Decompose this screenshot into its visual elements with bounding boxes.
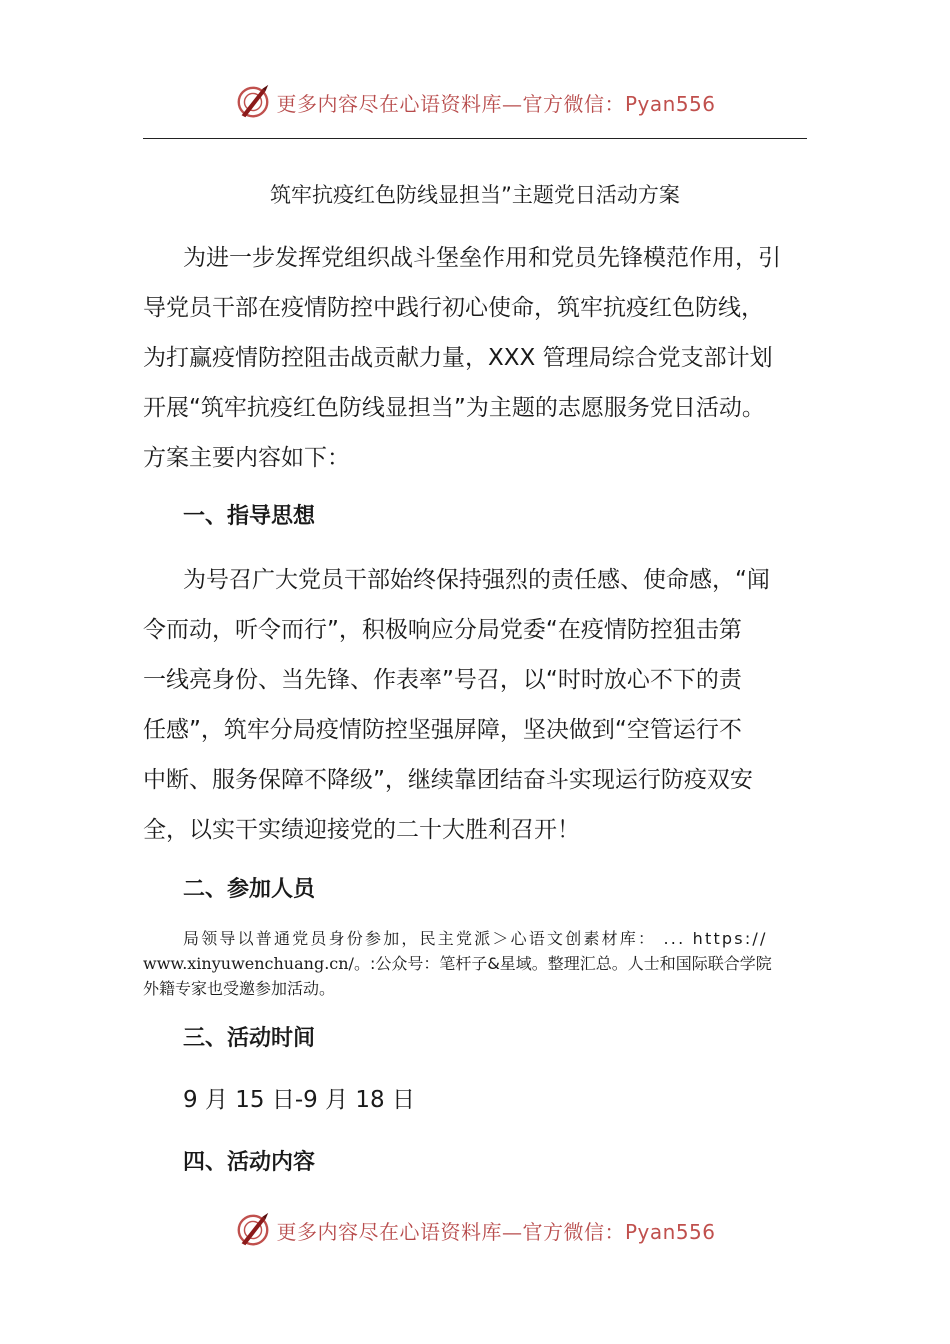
- participants-url: www.xinyuwenchuang.cn/: [143, 954, 354, 973]
- intro-line: 为打赢疫情防控阻击战贡献力量，XXX 管理局综合党支部计划: [143, 345, 773, 371]
- quill-pen-logo: [234, 1211, 272, 1249]
- section-heading-guiding-thought: 一、指导思想: [183, 504, 316, 529]
- intro-paragraph: [143, 233, 807, 483]
- participants-line: www.xinyuwenchuang.cn/。:公众号：笔杆子&星域。整理汇总。人士和国际联合学院: [143, 954, 772, 973]
- paragraph-line: 令而动，听令而行”，积极响应分局党委“在疫情防控狙击第: [143, 617, 742, 643]
- header-banner-text: [276, 88, 715, 117]
- section-heading-activity-time: 三、活动时间: [183, 1026, 316, 1051]
- header-banner: [0, 80, 950, 124]
- paragraph-line: 一线亮身份、当先锋、作表率”号召，以“时时放心不下的责: [143, 667, 742, 693]
- footer-banner-cn: 更多内容尽在心语资料库—官方微信：: [276, 1219, 625, 1244]
- intro-line: 导党员干部在疫情防控中践行初心使命，筑牢抗疫红色防线，: [143, 295, 764, 321]
- paragraph-line: 全，以实干实绩迎接党的二十大胜利召开！: [143, 817, 580, 843]
- activity-date: 9 月 15 日-9 月 18 日: [183, 1087, 415, 1113]
- guiding-thought-paragraph: [143, 555, 807, 855]
- header-rule: [143, 138, 807, 139]
- header-banner-cn: 更多内容尽在心语资料库—官方微信：: [276, 91, 625, 116]
- document-title: 筑牢抗疫红色防线显担当”主题党日活动方案: [270, 183, 680, 207]
- paragraph-line: 任感”，筑牢分局疫情防控坚强屏障，坚决做到“空管运行不: [143, 717, 742, 743]
- quill-pen-logo: [234, 83, 272, 121]
- footer-banner: [0, 1208, 950, 1252]
- participants-line: 局领导以普通党员身份参加，民主党派＞心语文创素材库： ... https://: [183, 929, 768, 948]
- section-heading-participants: 二、参加人员: [183, 877, 316, 902]
- header-banner-id: Pyan556: [624, 91, 716, 116]
- footer-banner-text: [276, 1216, 715, 1245]
- section-heading-activity-content: 四、活动内容: [183, 1150, 316, 1175]
- paragraph-line: 中断、服务保障不降级”，继续靠团结奋斗实现运行防疫双安: [143, 767, 753, 793]
- intro-line: 开展“筑牢抗疫红色防线显担当”为主题的志愿服务党日活动。: [143, 395, 765, 421]
- footer-banner-id: Pyan556: [624, 1219, 716, 1244]
- intro-line: 为进一步发挥党组织战斗堡垒作用和党员先锋模范作用，引: [183, 245, 781, 271]
- paragraph-line: 为号召广大党员干部始终保持强烈的责任感、使命感，“闻: [183, 567, 770, 593]
- participants-paragraph: [143, 926, 807, 1001]
- participants-line: 外籍专家也受邀参加活动。: [143, 979, 336, 998]
- intro-line: 方案主要内容如下：: [143, 445, 350, 471]
